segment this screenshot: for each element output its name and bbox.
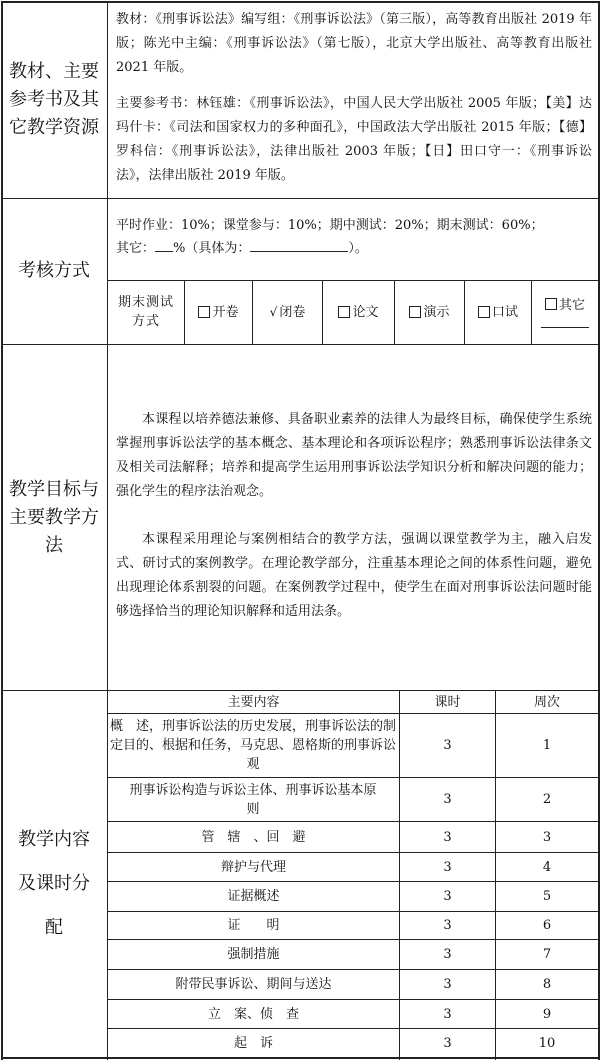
table-row-content: 辩护与代理 xyxy=(220,859,286,875)
table-row-hours: 3 xyxy=(443,977,452,992)
table-row-week: 9 xyxy=(542,1006,552,1022)
table-row-content: 附带民事诉讼、期间与送达 xyxy=(175,977,332,992)
exam-option-label: 其它 xyxy=(558,298,585,313)
table-row-content: 证 明 xyxy=(227,918,280,933)
table-border-bottom xyxy=(1,1057,600,1059)
checkbox-icon xyxy=(409,306,421,318)
assessment-other-mid: %（具体为： xyxy=(173,241,251,256)
resources-references: 主要参考书：林钰雄：《刑事诉讼法》，中国人民大学出版社 2005 年版；【美】达玛什卡：《司法和国家权力的多种面孔》，中国政法大学出版社 2015 年版；【德】罗科信：《刑事诉讼法》，法律出版社 2003 年版；【日】田口守一：《刑事诉讼法》，法律出版社 2019 年版。 xyxy=(116,96,592,183)
table-row-hours: 3 xyxy=(443,947,452,962)
table-row-hours: 3 xyxy=(443,889,452,904)
exam-option-oral[interactable] xyxy=(465,282,531,342)
other-detail-blank xyxy=(250,251,348,252)
table-row-hours: 3 xyxy=(443,792,452,807)
assessment-other-line xyxy=(116,238,592,260)
table-row-week: 10 xyxy=(538,1035,556,1051)
table-row-week: 4 xyxy=(542,859,552,875)
resources-label: 教材、主要参考书及其它教学资源 xyxy=(9,61,99,138)
table-row-week: 3 xyxy=(542,829,552,845)
checkbox-icon xyxy=(478,306,490,318)
section-divider-2 xyxy=(1,344,600,345)
table-row-content: 强制措施 xyxy=(227,947,280,962)
other-exam-blank xyxy=(541,317,589,328)
table-row-hours: 3 xyxy=(443,829,452,845)
checkbox-icon xyxy=(338,306,350,318)
table-row-week: 1 xyxy=(542,738,552,753)
checkbox-icon xyxy=(545,298,557,310)
exam-option-label: 演示 xyxy=(423,304,450,320)
table-row-week: 2 xyxy=(542,792,552,807)
table-row-week: 5 xyxy=(542,889,552,904)
assessment-other-suffix: ）。 xyxy=(348,241,368,256)
header-content: 主要内容 xyxy=(227,694,280,710)
table-row-content: 证据概述 xyxy=(227,889,280,904)
resources-textbooks: 教材：《刑事诉讼法》编写组：《刑事诉讼法》（第三版），高等教育出版社 2019 年版；陈光中主编：《刑事诉讼法》（第七版），北京大学出版社、高等教育出版社 2021 年版。 xyxy=(116,12,592,75)
exam-option-other[interactable] xyxy=(532,282,598,342)
schedule-label-line: 配 xyxy=(45,917,63,938)
schedule-label xyxy=(2,818,106,950)
table-row-hours: 3 xyxy=(443,1006,452,1022)
exam-option-label: 开卷 xyxy=(212,304,239,320)
schedule-label-line: 及课时分 xyxy=(18,873,90,894)
table-row-hours: 3 xyxy=(443,859,452,875)
table-row-content: 概 述，刑事诉讼法的历史发展，刑事诉讼法的制定目的、根据和任务，马克思、恩格斯的刑事诉讼观 xyxy=(110,719,397,772)
table-row-content: 管 辖 、回 避 xyxy=(201,829,306,845)
table-row-content: 立 案、侦 查 xyxy=(207,1006,299,1022)
table-row-hours: 3 xyxy=(443,918,452,933)
table-row-week: 7 xyxy=(542,947,552,962)
table-border-top xyxy=(1,1,600,3)
table-row-week: 6 xyxy=(542,918,552,933)
header-hours: 课时 xyxy=(434,694,461,710)
exam-option-presentation[interactable] xyxy=(395,282,464,342)
table-row-hours: 3 xyxy=(443,1035,452,1051)
check-mark-icon: √ xyxy=(269,304,278,319)
assessment-other-prefix: 其它： xyxy=(116,241,156,256)
objectives-label: 教学目标与主要教学方法 xyxy=(9,479,99,556)
objectives-para-1: 本课程以培养德法兼修、具备职业素养的法律人为最终目标，确保使学生系统掌握刑事诉讼法学的基本概念、基本理论和各项诉讼程序；熟悉刑事诉讼法律条文及相关司法解释；培养和提高学生运用刑事诉讼法学知识分析和解决问题的能力；强化学生的程序法治观念。 xyxy=(116,412,592,499)
assessment-weights: 平时作业：10%；课堂参与：10%；期中测试：20%；期末测试：60%； xyxy=(116,218,544,233)
other-percent-blank xyxy=(155,251,173,252)
exam-option-closed-book[interactable] xyxy=(253,282,322,342)
assessment-label: 考核方式 xyxy=(18,260,90,281)
table-row-content: 刑事诉讼构造与诉讼主体、刑事诉讼基本原则 xyxy=(129,782,377,817)
exam-option-label: 闭卷 xyxy=(279,304,306,320)
objectives-para-2: 本课程采用理论与案例相结合的教学方法，强调以课堂教学为主，融入启发式、研讨式的案例教学。在理论教学部分，注重基本理论之间的体系性问题，避免出现理论体系割裂的问题。在案例教学过程中，使学生在面对刑事诉讼法问题时能够选择恰当的理论知识解释和适用法条。 xyxy=(116,532,592,619)
exam-option-paper[interactable] xyxy=(323,282,394,342)
table-row-hours: 3 xyxy=(443,738,452,753)
exam-option-label: 口试 xyxy=(491,304,518,320)
header-week: 周次 xyxy=(533,694,560,710)
table-row-content: 起 诉 xyxy=(233,1035,273,1051)
table-row-week: 8 xyxy=(542,977,552,992)
schedule-label-line: 教学内容 xyxy=(18,829,90,850)
final-exam-mode-label: 期末测试方式 xyxy=(117,295,174,329)
checkbox-icon xyxy=(198,306,210,318)
exam-option-open-book[interactable] xyxy=(185,282,252,342)
exam-option-label: 论文 xyxy=(352,304,379,320)
section-divider-1 xyxy=(1,198,600,199)
exam-mode-row-top xyxy=(107,280,600,281)
table-border-right xyxy=(598,1,600,1060)
